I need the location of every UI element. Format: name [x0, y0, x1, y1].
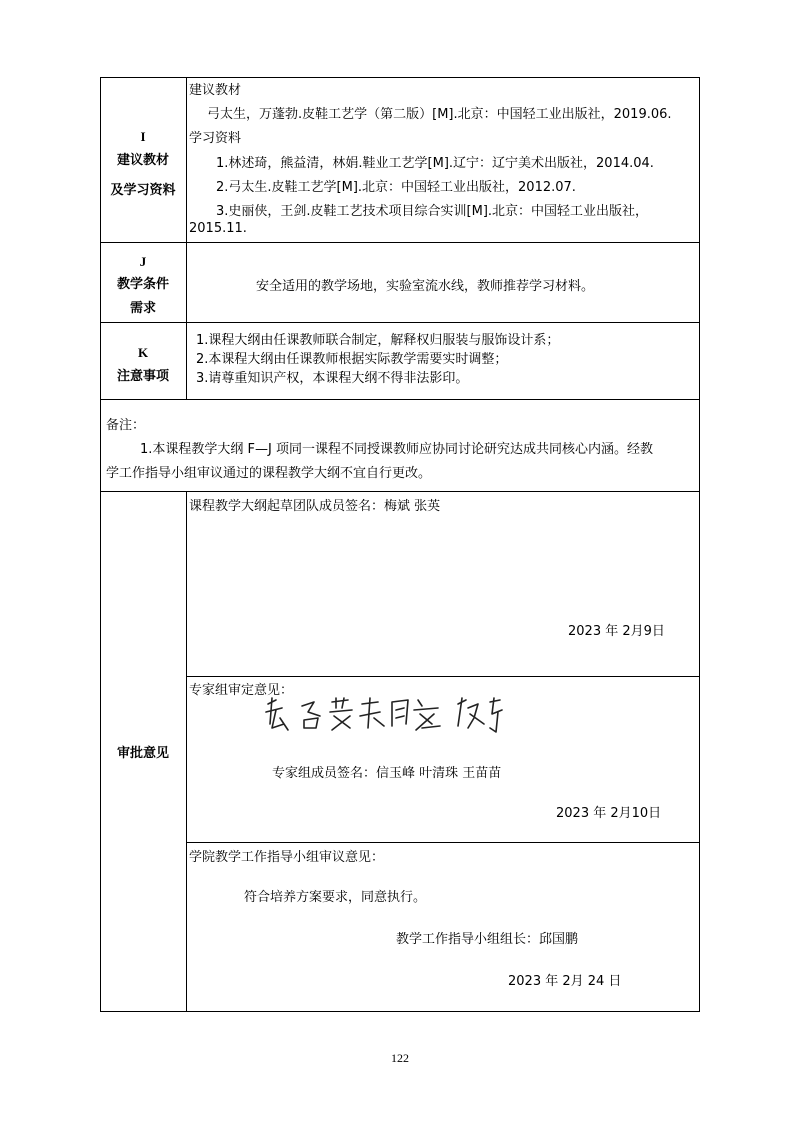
textbook-heading: 建议教材 [189, 83, 242, 98]
notes-heading: 备注： [106, 418, 146, 433]
material-entry-3-line1: 3.史丽侠，王剑.皮鞋工艺技术项目综合实训[M].北京：中国轻工业出版社， [216, 204, 649, 219]
material-entry-1: 1.林述琦，熊益清，林娟.鞋业工艺学[M].辽宁：辽宁美术出版社，2014.04. [216, 156, 654, 171]
approval-label: 审批意见 [116, 746, 169, 761]
textbook-entry: 弓太生，万蓬勃.皮鞋工艺学（第二版）[M].北京：中国轻工业出版社，2019.06. [207, 107, 672, 122]
college-opinion-heading: 学院教学工作指导小组审议意见： [189, 850, 385, 865]
table-border-left [100, 77, 101, 1012]
notice-item-3: 3.请尊重知识产权，本课程大纲不得非法影印。 [196, 371, 469, 386]
section-J-content: 安全适用的教学场地，实验室流水线，教师推荐学习材料。 [256, 279, 595, 294]
section-I-title-line2: 及学习资料 [110, 183, 176, 198]
row-divider-drafting-expert [186, 676, 700, 677]
material-entry-3-line2: 2015.11. [189, 221, 247, 236]
handwriting-signature-image [262, 694, 512, 738]
notice-item-2: 2.本课程大纲由任课教师根据实际教学需要实时调整； [196, 352, 508, 367]
notes-line-1: 1.本课程教学大纲 F—J 项同一课程不同授课教师应协同讨论研究达成共同核心内涵。经教 [140, 442, 653, 457]
row-divider-notes-approval [100, 491, 700, 492]
section-J-title-line1: 教学条件 [116, 277, 169, 292]
section-K-title: 注意事项 [116, 369, 169, 384]
section-K-letter: K [137, 345, 149, 360]
expert-members-signatures: 专家组成员签名：信玉峰 叶清珠 王苗苗 [272, 766, 502, 781]
row-divider-J-K [100, 322, 700, 323]
section-J-title-line2: 需求 [129, 301, 156, 316]
row-divider-K-notes [100, 399, 700, 400]
expert-handwritten-opinion [262, 694, 512, 738]
section-J-letter: J [139, 254, 147, 269]
drafting-date: 2023 年 2月9日 [568, 624, 665, 639]
material-entry-2: 2.弓太生.皮鞋工艺学[M].北京：中国轻工业出版社，2012.07. [216, 180, 576, 195]
section-I-letter: I [140, 129, 146, 144]
column-divider-upper [186, 77, 187, 400]
expert-date: 2023 年 2月10日 [556, 806, 662, 821]
column-divider-lower [186, 492, 187, 1012]
notes-line-2: 学工作指导小组审议通过的课程教学大纲不宜自行更改。 [106, 466, 432, 481]
table-border-right [699, 77, 700, 1012]
page-number: 122 [391, 1051, 409, 1065]
college-date: 2023 年 2月 24 日 [508, 974, 622, 989]
college-opinion-text: 符合培养方案要求，同意执行。 [244, 890, 427, 905]
notice-item-1: 1.课程大纲由任课教师联合制定，解释权归服装与服饰设计系； [196, 333, 560, 348]
drafting-team-signatures: 课程教学大纲起草团队成员签名：梅斌 张英 [189, 499, 441, 514]
table-border-top [100, 77, 700, 78]
table-border-bottom [100, 1011, 700, 1012]
materials-heading: 学习资料 [189, 131, 242, 146]
row-divider-I-J [100, 242, 700, 243]
row-divider-expert-college [186, 842, 700, 843]
expert-opinion-heading: 专家组审定意见： [189, 683, 294, 698]
section-I-title-line1: 建议教材 [116, 153, 169, 168]
college-leader-signature: 教学工作指导小组组长：邱国鹏 [396, 932, 579, 947]
